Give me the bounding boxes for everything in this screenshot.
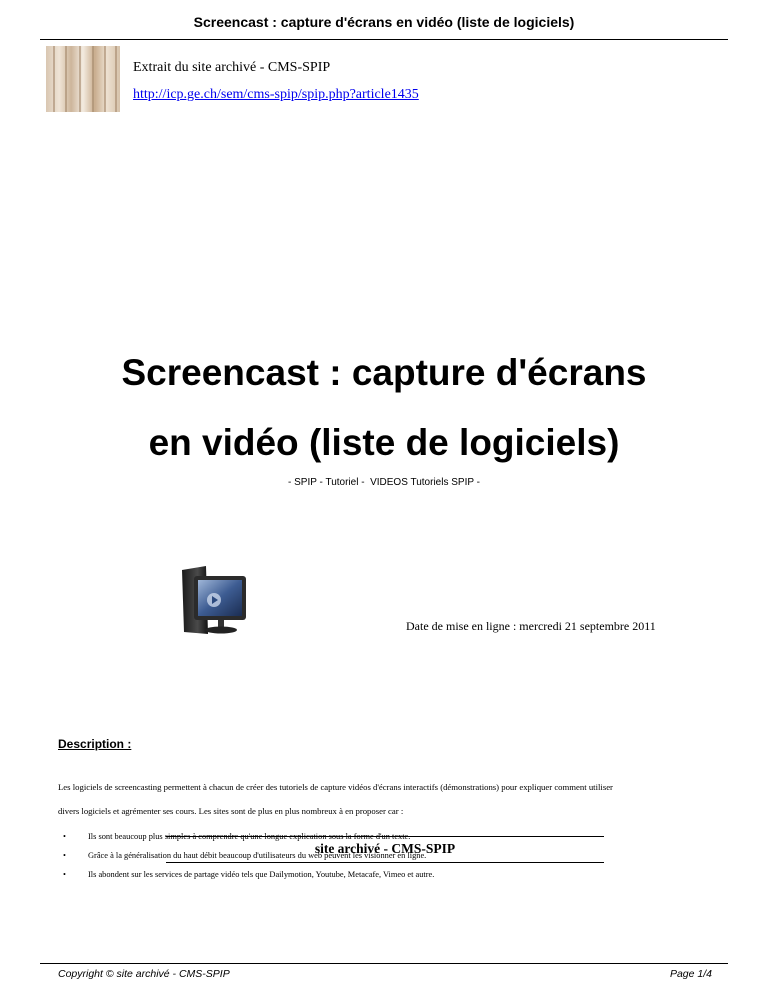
- footer-copyright: Copyright © site archivé - CMS-SPIP: [58, 968, 230, 980]
- watermark-top-rule: [166, 836, 604, 837]
- document-title-line-1: Screencast : capture d'écrans: [121, 352, 647, 393]
- bullet-icon: •: [63, 851, 66, 860]
- document-title: [40, 338, 728, 478]
- breadcrumb: - SPIP - Tutoriel - VIDEOS Tutoriels SPIP -: [288, 477, 480, 488]
- intro-line-1: Les logiciels de screencasting permettent à chacun de créer des tutoriels de capture vidéos d'écrans interactifs (démonstrations) pour expliquer comment utiliser: [58, 782, 613, 792]
- intro-line-2: divers logiciels et agrémenter ses cours. Les sites sont de plus en plus nombreux à en proposer car :: [58, 806, 404, 816]
- list-item-text: Grâce à la généralisation du haut débit beaucoup d'utilisateurs du web peuvent les visionner en ligne.: [88, 851, 427, 860]
- running-header: Screencast : capture d'écrans en vidéo (liste de logiciels): [193, 14, 575, 30]
- watermark: site archivé - CMS-SPIP: [314, 841, 456, 856]
- publication-date: Date de mise en ligne : mercredi 21 septembre 2011: [406, 619, 656, 633]
- list-item: [58, 865, 658, 884]
- document-title-line-2: en vidéo (liste de logiciels): [148, 422, 620, 463]
- archive-thumbnail: [46, 46, 120, 112]
- list-item-text: Ils sont beaucoup plus simples à comprendre qu'une longue explication sous la forme d'un texte.: [88, 832, 411, 841]
- page-number: Page 1/4: [669, 968, 712, 980]
- list-item-text: Ils abondent sur les services de partage vidéo tels que Dailymotion, Youtube, Metacafe, Vimeo et autre.: [88, 870, 435, 879]
- bullet-icon: •: [63, 832, 66, 841]
- description-intro: [58, 775, 728, 823]
- description-heading: Description :: [58, 737, 132, 751]
- video-monitor-icon: [176, 566, 252, 638]
- watermark-bottom-rule: [166, 862, 604, 863]
- source-link[interactable]: http://icp.ge.ch/sem/cms-spip/spip.php?article1435: [133, 87, 419, 102]
- footer-divider: [40, 963, 728, 964]
- header-divider: [40, 39, 728, 40]
- bullet-icon: •: [63, 870, 66, 879]
- source-label: Extrait du site archivé - CMS-SPIP: [133, 60, 331, 75]
